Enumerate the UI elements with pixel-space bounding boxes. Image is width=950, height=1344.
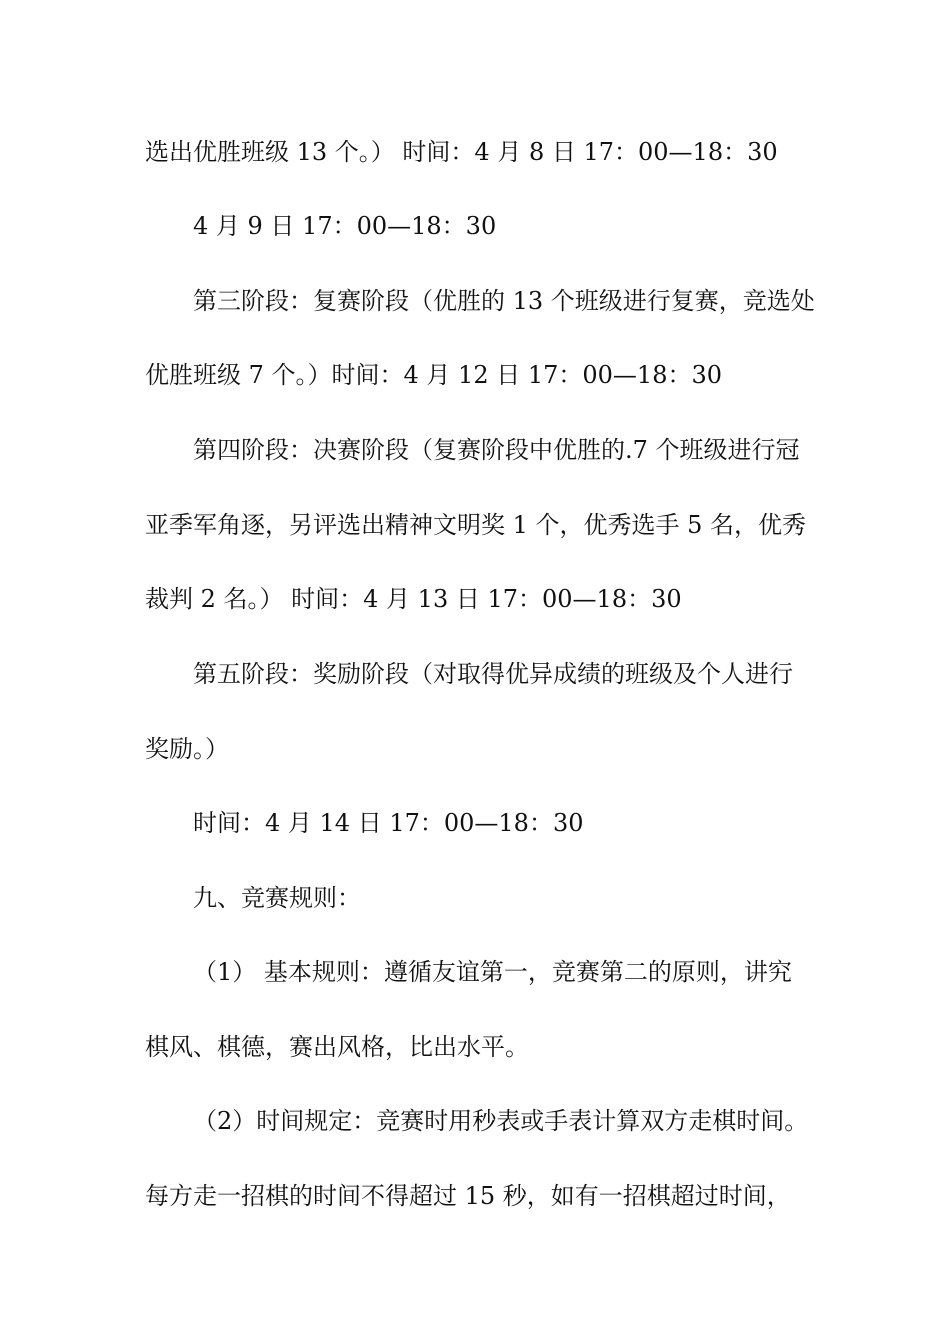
text-line: 选出优胜班级 13 个。） 时间：4 月 8 日 17：00—18：30 (145, 138, 778, 166)
text-line: 棋风、棋德，赛出风格，比出水平。 (145, 1033, 529, 1061)
text-line: 第五阶段：奖励阶段（对取得优异成绩的班级及个人进行 (193, 660, 793, 688)
text-line: 奖励。） (145, 735, 229, 763)
text-line: 第三阶段：复赛阶段（优胜的 13 个班级进行复赛，竞选处 (193, 287, 815, 315)
text-line: 时间：4 月 14 日 17：00—18：30 (193, 809, 584, 837)
section-heading: 九、竞赛规则： (193, 884, 361, 912)
text-line: 裁判 2 名。） 时间：4 月 13 日 17：00—18：30 (145, 585, 682, 613)
text-line: 优胜班级 7 个。）时间：4 月 12 日 17：00—18：30 (145, 361, 723, 389)
text-line: 亚季军角逐，另评选出精神文明奖 1 个，优秀选手 5 名，优秀 (145, 511, 807, 539)
text-line: 第四阶段：决赛阶段（复赛阶段中优胜的.7 个班级进行冠 (193, 436, 800, 464)
text-line: （1） 基本规则：遵循友谊第一，竞赛第二的原则，讲究 (193, 958, 792, 986)
text-line: 4 月 9 日 17：00—18：30 (193, 212, 497, 240)
text-line: （2）时间规定：竞赛时用秒表或手表计算双方走棋时间。 (193, 1107, 809, 1135)
text-line: 每方走一招棋的时间不得超过 15 秒，如有一招棋超过时间， (145, 1182, 791, 1210)
